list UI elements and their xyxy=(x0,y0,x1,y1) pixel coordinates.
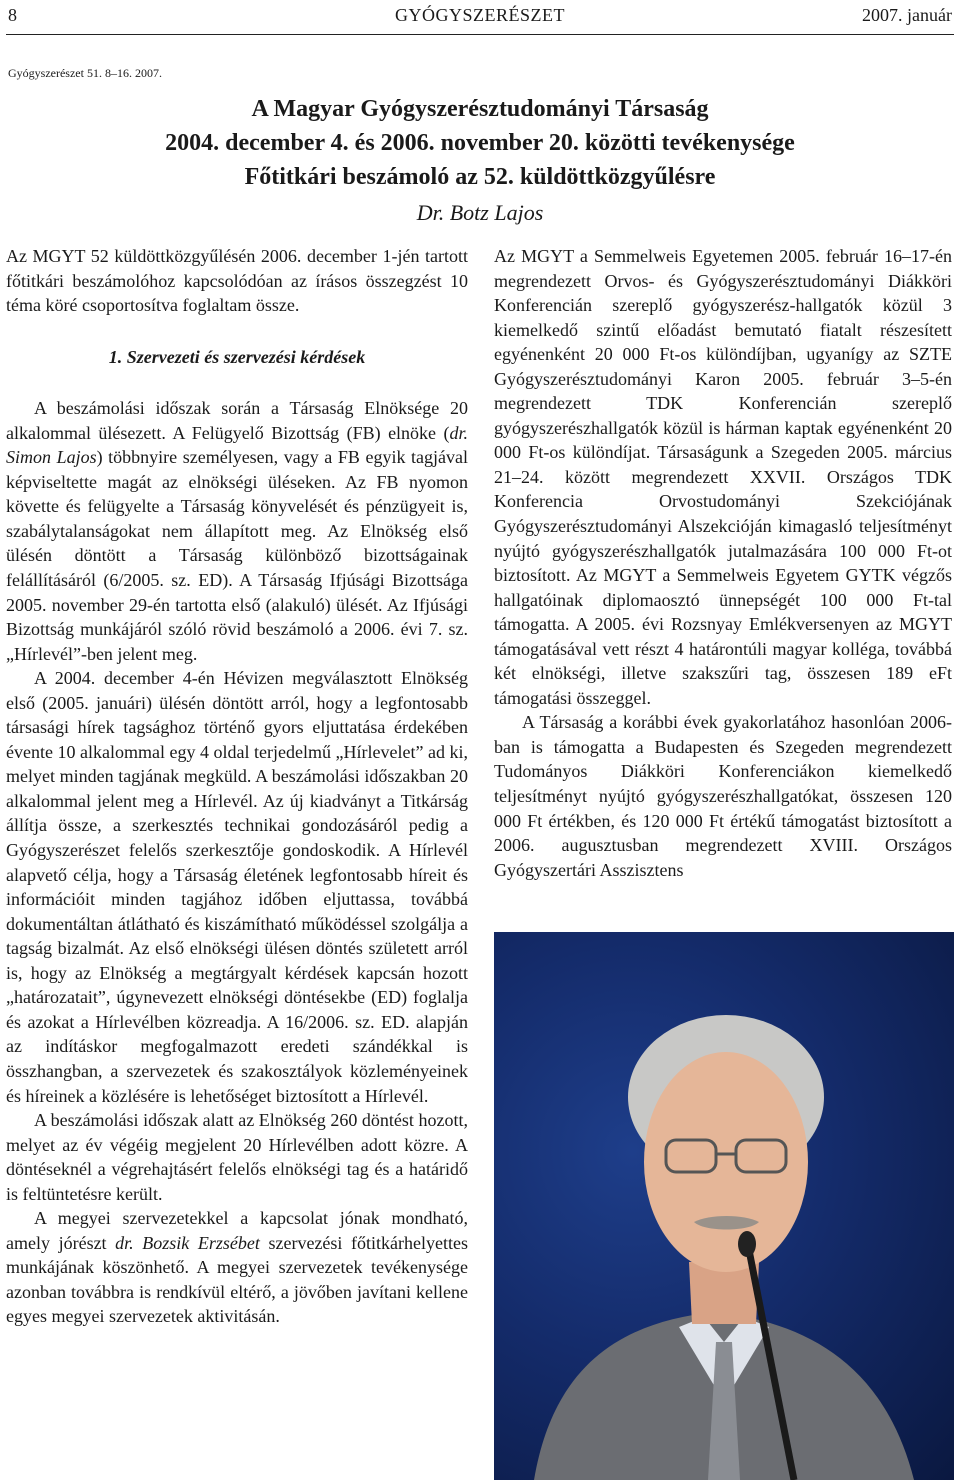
intro-paragraph: Az MGYT 52 küldöttközgyűlésén 2006. december 1-jén tartott főtitkári beszámolóhoz kapcsolódóan az írásos összegzést 10 téma köré csoportosítva foglaltam össze. xyxy=(6,246,468,316)
page-number: 8 xyxy=(8,5,17,25)
running-head xyxy=(8,4,952,28)
paragraph-text: A megyei szervezetekkel a kapcsolat jónak mondható, amely jórészt xyxy=(6,1208,468,1253)
paragraph xyxy=(6,1206,468,1329)
paragraph xyxy=(6,396,468,666)
title-line-3: Főtitkári beszámoló az 52. küldöttközgyűlésre xyxy=(244,164,716,190)
left-column xyxy=(6,244,468,1329)
issue-date: 2007. január xyxy=(862,5,952,25)
title-line-2: 2004. december 4. és 2006. november 20. közötti tevékenysége xyxy=(165,130,795,156)
paragraph: A 2004. december 4-én Hévizen megválasztott Elnökség első (2005. januári) ülésén döntött arról, hogy a legfontosabb társasági hírek tagsághoz történő gyors eljuttatása érdekében évente 10 alkalommal egy 4 oldal terjedelmű „Hírlevelet” ad ki, melyet minden tagjának megküld. A beszámolási időszakban 20 alkalommal jelent meg a Hírlevél. Az új kiadványt a Titkárság állítja össze, a szerkesztés technikai gondozásáról pedig a Gyógyszerészet felelős szerkesztője gondoskodik. A Hírlevél alapvető célja, hogy a Társaság életének legfontosabb híreit és információit minden tagjához időben eljuttassa, továbbá dokumentáltan átlátható és kiszámítható működéssel szolgálja a tagság bizalmát. Az első elnökségi ülésen döntés született arról is, hogy az Elnökség a megtárgyalt kérdések kapcsán hozott „határozatait”, úgynevezett elnökségi döntésekbe (ED) foglalja és azokat a Hírlevélben közreadja. A 16/2006. sz. ED. alapján az indításkor megfogalmazott eredeti szándékkal is összhangban, a szervezetek és szakosztályok közleményeinek és híreinek a közlésére is lehetőséget biztosított a Hírlevél. xyxy=(6,668,468,1106)
paragraph: A Társaság a korábbi évek gyakorlatához hasonlóan 2006-ban is támogatta a Budapesten és Szegeden megrendezett Tudományos Diákköri Konferenciákon kiemelkedő teljesítményt nyújtó gyógyszerészhallgatókat, összesen 120 000 Ft értékben, és 120 000 Ft értékű támogatást biztosított a 2006. augusztusban megrendezett XVIII. Országos Gyógyszertári Asszisztens xyxy=(494,712,952,880)
author-byline: Dr. Botz Lajos xyxy=(416,200,544,225)
journal-name: GYÓGYSZERÉSZET xyxy=(395,5,565,25)
article-title xyxy=(0,92,960,194)
paragraph-text: szervezési főtitkárhelyettes munkájának köszönhető. A megyei szervezetek tevékenysége azonban továbbra is rendkívül eltérő, a jövőben javítani kellene egyes megyei szervezetek aktivitásán. xyxy=(6,1232,468,1327)
portrait-illustration xyxy=(494,932,954,1480)
paragraph-text: A beszámolási időszak során a Társaság Elnöksége 20 alkalommal ülésezett. A Felügyelő Bizottság (FB) elnöke ( xyxy=(6,398,468,443)
person-name: dr. Bozsik Erzsébet xyxy=(115,1232,260,1253)
section-heading: 1. Szervezeti és szervezési kérdések xyxy=(108,346,366,367)
title-line-1: A Magyar Gyógyszerésztudományi Társaság xyxy=(251,96,709,122)
person-name: dr. Simon Lajos xyxy=(6,422,468,468)
paragraph: Az MGYT a Semmelweis Egyetemen 2005. február 16–17-én megrendezett Orvos- és Gyógyszerésztudományi Diákköri Konferencián szereplő gyógyszerész-hallgatók közül 3 kiemelkedő szintű előadást bemutató fiatalt részesített egyénenként 20 000 Ft-os különdíjban, ugyanígy az SZTE Gyógyszerésztudományi Karon 2005. február 3–5-én megrendezett TDK Konferencián szereplő gyógyszerészhallgatók közül is hárman kaptak egyénenként 20 000 Ft-os különdíjat. Társaságunk a Szegeden 2005. március 21–24. között megrendezett XXVII. Országos TDK Konferencia Orvostudományi Szekciójának Gyógyszerésztudományi Alszekcióján kimagasló teljesítményt nyújtó gyógyszerészhallgatók jutalmazására 100 000 Ft-ot biztosított. Az MGYT a Semmelweis Egyetem GYTK végzős hallgatóinak diplomaosztó ünnepségét 100 000 Ft-tal támogatta. A 2005. évi Rozsnyay Emlékversenyen az MGYT támogatásával vett részt 4 határontúli magyar kolléga, továbbá két elnökségi, illetve szakszűri tag, összesen 189 eFt támogatási összeggel. xyxy=(494,246,952,708)
paragraph: A beszámolási időszak alatt az Elnökség 260 döntést hozott, melyet az év végéig megjelent 20 Hírlevélben adott közre. A döntéseknél a végrehajtásért felelős elnökségi tag és a határidő is feltüntetésre került. xyxy=(6,1110,468,1204)
paragraph-text: ) többnyire személyesen, vagy a FB egyik tagjával képviseltette magát az elnökségi üléseken. Az FB nyomon követte és felügyelte a Társaság könyvelését és pénzügyeit is, szabálytalanságokat nem állapított meg. Az Elnökség első ülésén döntött a Társaság különböző bizottságainak felállításáról (6/2005. sz. ED). A Társaság Ifjúsági Bizottsága 2005. november 29-én tartotta első (alakuló) ülését. Az Ifjúsági Bizottság munkájáról szóló rövid beszámoló a 2006. évi 7. sz. „Hírlevél”-ben jelent meg. xyxy=(6,447,468,664)
header-rule xyxy=(6,34,954,35)
author-photo xyxy=(494,932,954,1480)
citation: Gyógyszerészet 51. 8–16. 2007. xyxy=(8,66,162,80)
right-column xyxy=(494,244,952,882)
